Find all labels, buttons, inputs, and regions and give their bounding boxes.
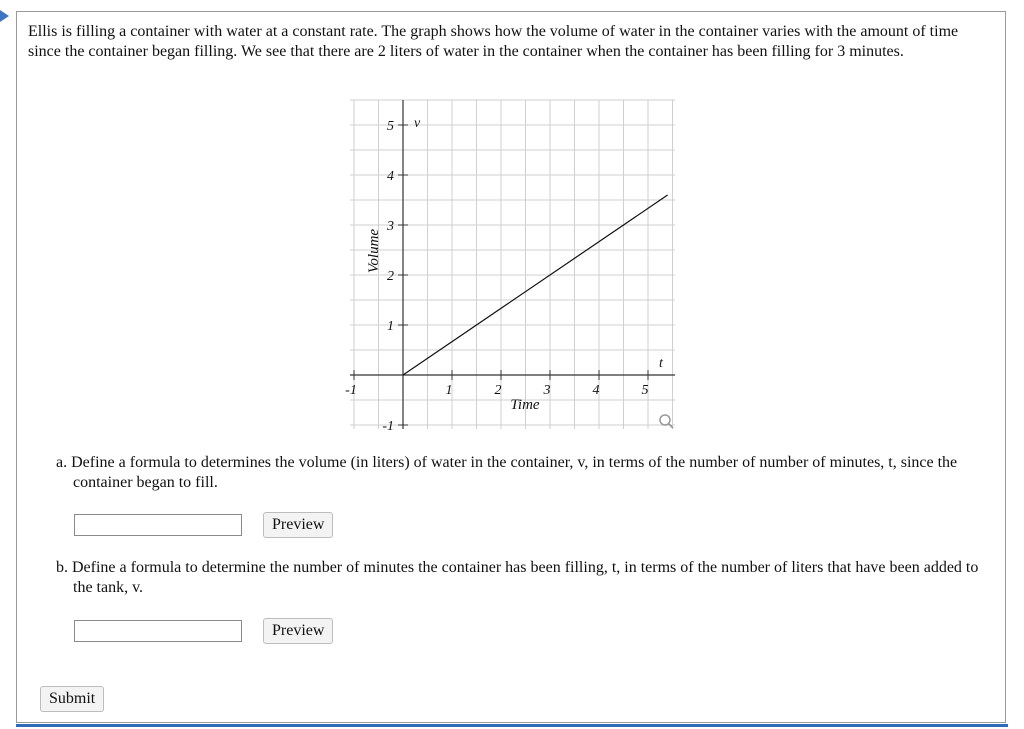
x-axis-title: Time	[510, 397, 540, 413]
preview-b-button[interactable]: Preview	[263, 618, 333, 644]
question-a-text: a. Define a formula to determines the volume (in liters) of water in the container, v, in terms of the number of number of minutes, t, since the container began to fill.	[56, 454, 958, 491]
question-a	[56, 453, 996, 493]
answer-b-input[interactable]	[74, 620, 242, 642]
y-tick-label: 5	[387, 119, 394, 134]
y-tick-label: 3	[387, 219, 394, 234]
x-tick-label: 3	[543, 383, 551, 398]
y-axis-title: Volume	[366, 228, 382, 274]
x-variable-label: t	[659, 356, 663, 371]
question-b-text: b. Define a formula to determine the number of minutes the container has been filling, t, in terms of the number of liters that have been added to the tank, v.	[56, 559, 979, 596]
y-tick-label: 2	[387, 269, 394, 284]
question-b	[56, 558, 996, 598]
x-tick-label: 2	[494, 383, 502, 398]
problem-bottom-border	[16, 724, 1008, 727]
graph-svg	[330, 96, 680, 436]
y-tick-label: 1	[387, 319, 394, 334]
preview-a-button[interactable]: Preview	[263, 512, 333, 538]
y-tick-label: 4	[387, 169, 394, 184]
problem-intro: Ellis is filling a container with water at a constant rate. The graph shows how the volume of water in the container varies with the amount of time since the container began filling. We see that there are 2 liters of water in the container when the container has been filling for 3 minutes.	[28, 23, 959, 60]
data-line	[403, 195, 668, 375]
y-variable-label: v	[414, 116, 421, 131]
graph	[330, 96, 680, 441]
x-tick-label: -1	[345, 383, 357, 398]
problem-marker-icon	[0, 10, 9, 22]
y-tick-label: -1	[382, 419, 394, 434]
answer-a-input[interactable]	[74, 514, 242, 536]
x-tick-label: 4	[592, 383, 600, 398]
x-tick-label: 5	[641, 383, 649, 398]
zoom-icon[interactable]	[660, 415, 673, 428]
x-tick-label: 1	[445, 383, 453, 398]
submit-button[interactable]: Submit	[40, 686, 104, 712]
